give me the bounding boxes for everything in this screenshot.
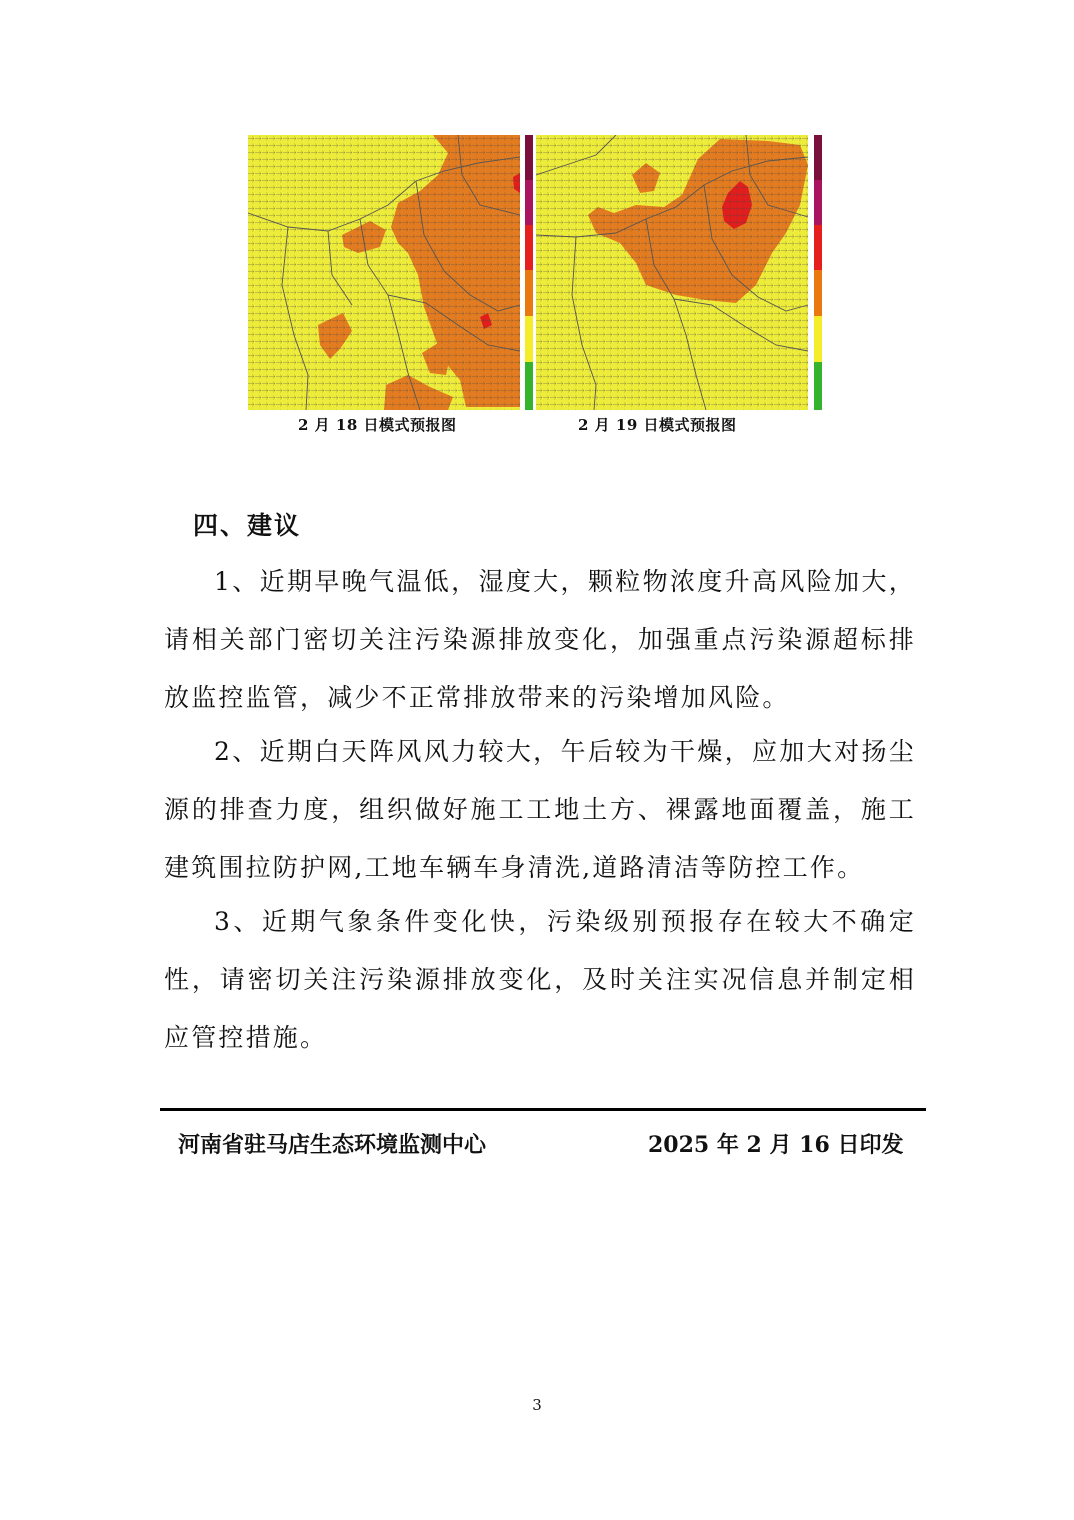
- legend-bar: [525, 135, 533, 410]
- recommendation-paragraph-1: 1、近期早晚气温低，湿度大，颗粒物浓度升高风险加大，请相关部门密切关注污染源排放变化，加强重点污染源超标排放监控监管，减少不正常排放带来的污染增加风险。: [164, 567, 916, 712]
- wind-field: [536, 135, 808, 410]
- recommendation-paragraph-2: 2、近期白天阵风风力较大，午后较为干燥，应加大对扬尘源的排查力度，组织做好施工工地土方、裸露地面覆盖，施工建筑围拉防护网,工地车辆车身清洗,道路清洁等防控工作。: [164, 737, 916, 882]
- footer-divider: [160, 1108, 926, 1111]
- figure-caption-feb18: 2 月 18 日模式预报图: [298, 416, 457, 434]
- forecast-maps: [248, 135, 824, 410]
- section-heading: 四、建议: [193, 511, 302, 540]
- page-number: 3: [532, 1396, 542, 1414]
- issuing-organization: 河南省驻马店生态环境监测中心: [178, 1132, 487, 1158]
- issue-date: 2025 年 2 月 16 日印发: [648, 1132, 904, 1158]
- forecast-map-feb18-image: [248, 135, 533, 410]
- forecast-map-feb19: [536, 135, 824, 410]
- wind-field: [248, 135, 520, 410]
- forecast-map-feb19-image: [536, 135, 824, 410]
- figure-caption-feb19: 2 月 19 日模式预报图: [578, 416, 737, 434]
- recommendation-paragraph-3: 3、近期气象条件变化快，污染级别预报存在较大不确定性，请密切关注污染源排放变化，及时关注实况信息并制定相应管控措施。: [164, 907, 916, 1052]
- forecast-map-feb18: [248, 135, 533, 410]
- legend-bar: [814, 135, 822, 410]
